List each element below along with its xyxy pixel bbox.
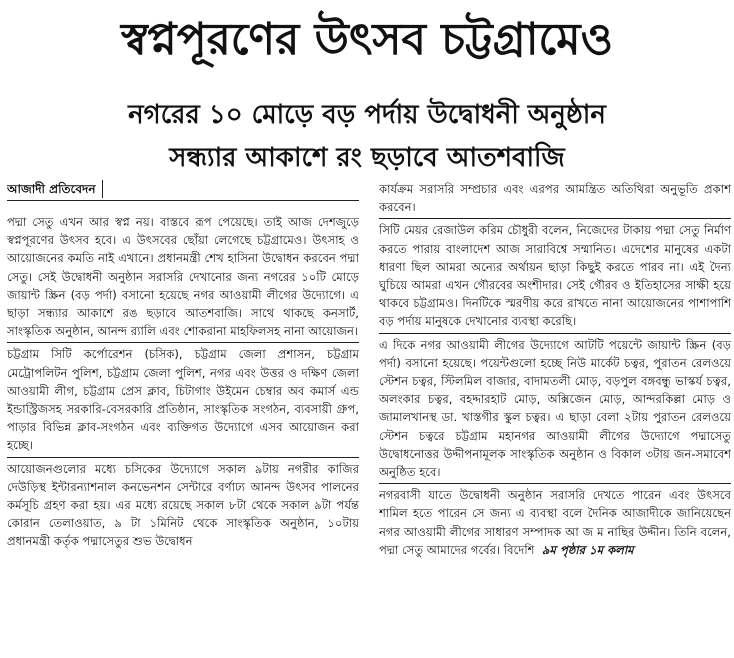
byline: আজাদী প্রতিবেদন — [7, 180, 103, 198]
divider — [7, 342, 359, 343]
divider — [379, 218, 731, 219]
right-paragraph-1: কার্যক্রম সরাসরি সম্প্রচার এবং এরপর আমন্ত্রিত অতিথিরা অনুভূতি প্রকাশ করবেন। — [379, 182, 731, 215]
left-column — [7, 180, 359, 658]
right-column — [379, 180, 731, 658]
left-paragraph-1: পদ্মা সেতু এখন আর স্বপ্ন নয়। বাস্তবে রূপ পেয়েছে। তাই আজ দেশজুড়ে স্বপ্নপূরণের উৎসব হবে। এ উৎসবের ছোঁয়া লেগেছে চট্টগ্রামেও। উৎসাহ ও আয়োজনের কমতি নাই এখানে। প্রধানমন্ত্রী শেখ হাসিনা উদ্বোধন করবেন পদ্মা সেতু। সেই উদ্বোধনী অনুষ্ঠান সরাসরি দেখানোর জন্য নগরের ১০টি মোড়ে জায়ান্ট স্ক্রিন (বড় পর্দা) বসানো হয়েছে নগর আওয়ামী লীগের উদ্যোগে। এ ছাড়া সন্ধ্যার আকাশে রঙ ছড়াবে আতশবাজি। সাথে থাকছে কনসার্ট, সাংস্কৃতিক অনুষ্ঠান, আনন্দ র‌্যালি এবং শোকরানা মাহফিলসহ নানা আয়োজন। — [7, 215, 359, 339]
right-paragraph-3: এ দিকে নগর আওয়ামী লীগের উদ্যোগে আটটি পয়েন্টে জায়ান্ট স্ক্রিন (বড় পর্দা) বসানো হয়েছে। পয়েন্টগুলো হচ্ছে নিউ মার্কেট চত্বর, পুরাতন রেলওয়ে স্টেশন চত্বর, স্টিলমিল বাজার, বাদামতলী মোড়, বড়পুল বঙ্গবন্ধু ভাস্কর্য চত্বর, অলংকার চত্বর, বহদ্দারহাট মোড়, অক্সিজেন মোড়, আন্দরকিল্লা মোড় ও জামালখানস্থ ডা. খাস্তগীর স্কুল চত্বর। এ ছাড়া বেলা ২টায় পুরাতন রেলওয়ে স্টেশন চত্বরে চট্টগ্রাম মহানগর আওয়ামী লীগের উদ্যোগে পদ্মাসেতু উদ্বোধনোত্তর উদ্দীপনামূলক সাংস্কৃতিক অনুষ্ঠান ও বিকাল ৩টায় জন-সমাবেশ অনুষ্ঠিত হবে। — [379, 337, 731, 480]
continuation-note: ৯ম পৃষ্ঠার ১ম কলাম — [541, 542, 634, 557]
right-paragraph-2: সিটি মেয়র রেজাউল করিম চৌধুরী বলেন, নিজেদের টাকায় পদ্মা সেতু নির্মাণ করতে পারায় বাংলাদেশ আজ সারাবিশ্বে সম্মানিত। এদেশের মানুষের একটা ধারণা ছিল আমরা অন্যের অর্থায়ন ছাড়া কিছুই করতে পারব না। এই দৈন্য ঘুচিয়ে আমরা এখন গৌরবের অংশীদার। সেই গৌরব ও ইতিহাসের সাক্ষী হয়ে থাকবে চট্টগ্রামও। দিনটিকে স্মরণীয় করে রাখতে নানা আয়োজনের পাশাপাশি বড় পর্দায় মানুষকে দেখানোর ব্যবস্থা করেছি। — [379, 223, 731, 329]
right-paragraph-4-text: নগরবাসী যাতে উদ্বোধনী অনুষ্ঠান সরাসরি দেখতে পারেন এবং উৎসবে শামিল হতে পারেন সে জন্য এ ব্যবস্থা বলে দৈনিক আজাদীকে জানিয়েছেন নগর আওয়ামী লীগের সাধারণ সম্পাদক আ জ ম নাছির উদ্দীন। তিনি বলেন, পদ্মা সেতু আমাদের গর্বের। বিদেশি — [379, 488, 731, 557]
headline: স্বপ্নপূরণের উৎসব চট্টগ্রামেও — [121, 14, 613, 65]
right-paragraph-4 — [379, 486, 731, 559]
left-paragraph-2: চট্টগ্রাম সিটি কর্পোরেশন (চসিক), চট্টগ্রাম জেলা প্রশাসন, চট্টগ্রাম মেট্রোপলিটন পুলিশ, চট্টগ্রাম জেলা পুলিশ, নগর এবং উত্তর ও দক্ষিণ জেলা আওয়ামী লীগ, চট্টগ্রাম প্রেস ক্লাব, চিটাগাং উইমেন চেম্বার অব কমার্স এন্ড ইন্ডাস্ট্রিজসহ সরকারি-বেসরকারি প্রতিষ্ঠান, সাংস্কৃতিক সংগঠন, ব্যবসায়ী গ্রুপ, পাড়ার বিভিন্ন ক্লাব-সংগঠন এবং ব্যক্তিগত উদ্যোগে এসব আয়োজন করা হচ্ছে। — [7, 347, 359, 453]
divider — [7, 457, 359, 458]
byline-bar — [7, 180, 359, 201]
subheadline-1: নগরের ১০ মোড়ে বড় পর্দায় উদ্বোধনী অনুষ্ঠান — [128, 100, 606, 130]
left-paragraph-3: আয়োজনগুলোর মধ্যে চসিকের উদ্যোগে সকাল ৯টায় নগরীর কাজির দেউড়িস্থ ইন্টারন্যাশনাল কনভেনশন সেন্টারে বর্ণাঢ্য আনন্দ উৎসব পালনের কর্মসূচি গ্রহণ করা হয়। এর মধ্যে রয়েছে সকাল ৮টা থেকে সকাল ৯টা পর্যন্ত কোরান তেলাওয়াত, ৯ টা ১মিনিট থেকে সাংস্কৃতিক অনুষ্ঠান, ১০টায় প্রধানমন্ত্রী কর্তৃক পদ্মাসেতুর শুভ উদ্বোধন — [7, 461, 359, 549]
divider — [379, 483, 731, 484]
divider — [379, 333, 731, 334]
subheadline-2: সন্ধ্যার আকাশে রং ছড়াবে আতশবাজি — [169, 143, 565, 173]
